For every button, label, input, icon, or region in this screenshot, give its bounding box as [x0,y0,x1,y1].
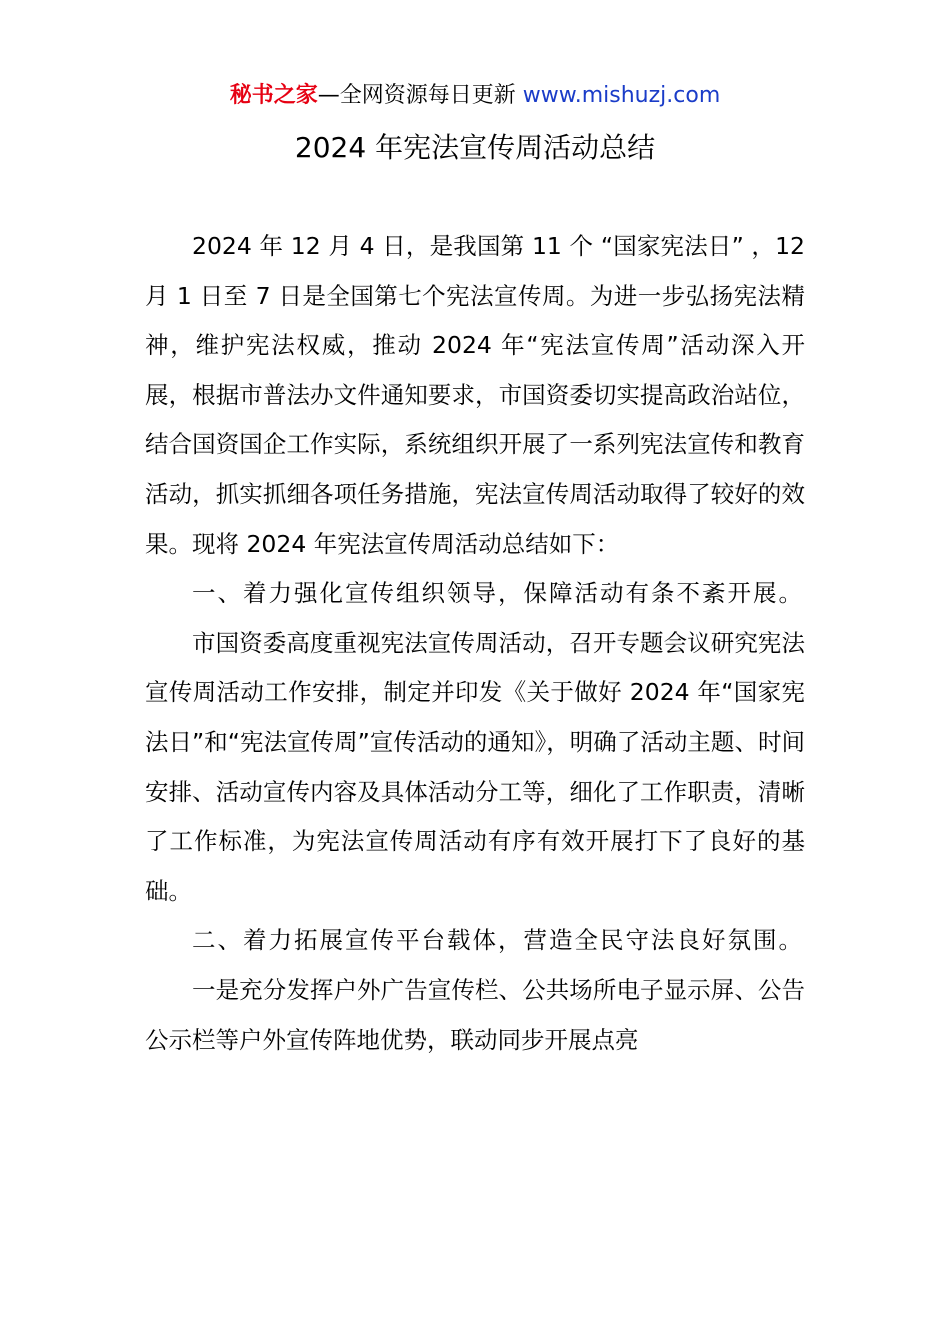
section-heading-2: 二、着力拓展宣传平台载体，营造全民守法良好氛围。 [192,926,804,955]
document-title: 2024 年宪法宣传周活动总结 [294,131,656,164]
site-banner [0,80,950,112]
document-body [145,222,805,1065]
banner-tagline: —全网资源每日更新 [317,83,523,108]
banner-site-url: www.mishuzj.com [522,83,721,108]
paragraph-intro: 2024 年 12 月 4 日，是我国第 11 个 “国家宪法日” ，12 月 1 日至 7 日是全国第七个宪法宣传周。为进一步弘扬宪法精神，维护宪法权威，推动 2024 年“宪法宣传周”活动深入开展，根据市普法办文件通知要求，市国资委切实提高政治站位，结合国资国企工作实际，系统组织开展了一系列宪法宣传和教育活动，抓实抓细各项任务措施，宪法宣传周活动取得了较好的效果。现将 2024 年宪法宣传周活动总结如下： [145,232,805,558]
paragraph-section-2: 一是充分发挥户外广告宣传栏、公共场所电子显示屏、公告公示栏等户外宣传阵地优势，联动同步开展点亮 [145,975,805,1054]
section-heading-1: 一、着力强化宣传组织领导，保障活动有条不紊开展。 [192,579,804,608]
paragraph-section-1: 市国资委高度重视宪法宣传周活动，召开专题会议研究宪法宣传周活动工作安排，制定并印发《关于做好 2024 年“国家宪法日”和“宪法宣传周”宣传活动的通知》，明确了活动主题、时间安排、活动宣传内容及具体活动分工等，细化了工作职责，清晰了工作标准，为宪法宣传周活动有序有效开展打下了良好的基础。 [145,628,805,905]
banner-brand: 秘书之家 [229,83,318,108]
